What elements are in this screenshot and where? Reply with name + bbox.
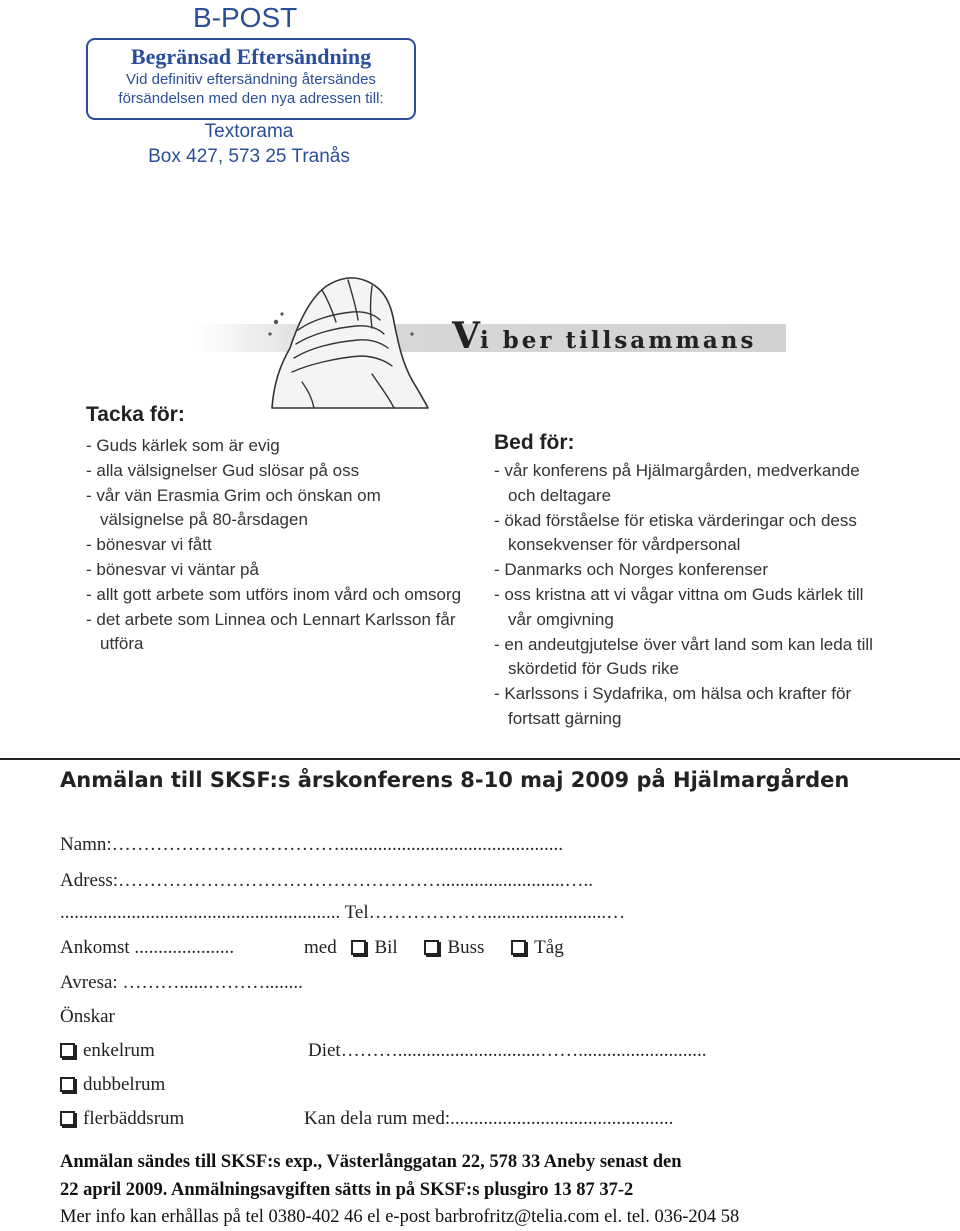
checkbox[interactable] — [351, 940, 366, 955]
list-item: - allt gott arbete som utförs inom vård och omsorg — [86, 583, 466, 608]
thanks-heading: Tacka för: — [86, 403, 185, 426]
checkbox[interactable] — [424, 940, 439, 955]
footer-line-3: Mer info kan erhållas på tel 0380-402 46 el e-post barbrofritz@telia.com el. tel. 036-204 58 — [60, 1207, 740, 1227]
med-label: med — [304, 937, 337, 958]
checkbox[interactable] — [60, 1077, 75, 1092]
list-item: - ökad förståelse för etiska värderingar och dess konsekvenser för vårdpersonal — [494, 509, 879, 559]
list-item: - en andeutgjutelse över vårt land som kan leda till skördetid för Guds rike — [494, 633, 879, 683]
list-item: - bönesvar vi väntar på — [86, 558, 466, 583]
list-item: - vår vän Erasmia Grim och önskan om välsignelse på 80-årsdagen — [86, 484, 466, 534]
form-title: Anmälan till SKSF:s årskonferens 8-10 maj 2009 på Hjälmargården — [60, 768, 850, 792]
thanks-list — [86, 434, 466, 657]
return-name: Textorama — [204, 121, 294, 142]
list-item: - Karlssons i Sydafrika, om hälsa och krafter för fortsatt gärning — [494, 682, 879, 732]
banner-title-initial: V — [452, 315, 480, 357]
banner-title — [452, 315, 756, 357]
list-item: - Guds kärlek som är evig — [86, 434, 466, 459]
forwarding-stamp — [86, 38, 416, 120]
arrival-field[interactable]: Ankomst ..................... — [60, 937, 235, 958]
transport-option-tag[interactable]: Tåg — [511, 937, 564, 958]
banner-title-rest: i ber tillsammans — [479, 327, 757, 354]
footer-line-1: Anmälan sändes till SKSF:s exp., Västerlånggatan 22, 578 33 Aneby senast den — [60, 1152, 682, 1172]
bpost-label: B-POST — [193, 2, 298, 33]
prayer-column — [494, 431, 879, 732]
transport-option-bil[interactable]: Bil — [351, 937, 397, 958]
prayer-heading: Bed för: — [494, 431, 575, 454]
stamp-line-1: Vid definitiv eftersändning återsändes — [126, 71, 376, 88]
departure-field[interactable]: Avresa: ………......………........ — [60, 972, 303, 993]
prayer-list — [494, 459, 879, 732]
praying-hands-illustration — [252, 270, 432, 410]
room-option-multi[interactable]: flerbäddsrum — [60, 1108, 184, 1130]
address-field[interactable]: Adress:……………………………………………..........................….. — [60, 870, 594, 891]
list-item: - alla välsignelser Gud slösar på oss — [86, 459, 466, 484]
transport-group — [304, 937, 564, 959]
stamp-title: Begränsad Eftersändning — [130, 44, 372, 69]
wishes-label: Önskar — [60, 1006, 115, 1027]
list-item: - bönesvar vi fått — [86, 533, 466, 558]
room-option-double[interactable]: dubbelrum — [60, 1074, 165, 1096]
list-item: - det arbete som Linnea och Lennart Karlsson får utföra — [86, 608, 466, 658]
thanks-column — [86, 403, 466, 657]
transport-option-buss[interactable]: Buss — [424, 937, 484, 958]
list-item: - Danmarks och Norges konferenser — [494, 558, 879, 583]
checkbox[interactable] — [60, 1111, 75, 1126]
room-option-single[interactable]: enkelrum — [60, 1040, 155, 1062]
section-divider — [0, 758, 960, 760]
address-tel-field[interactable]: ........................................................... Tel………………..........................… — [60, 902, 626, 923]
return-address: Box 427, 573 25 Tranås — [148, 146, 350, 167]
footer-line-2: 22 april 2009. Anmälningsavgiften sätts in på SKSF:s plusgiro 13 87 37-2 — [60, 1180, 634, 1200]
stamp-line-2: försändelsen med den nya adressen till: — [118, 90, 384, 107]
checkbox[interactable] — [511, 940, 526, 955]
list-item: - vår konferens på Hjälmargården, medverkande och deltagare — [494, 459, 879, 509]
list-item: - oss kristna att vi vågar vittna om Guds kärlek till vår omgivning — [494, 583, 879, 633]
diet-field[interactable]: Diet………..............................……........................... — [308, 1040, 707, 1061]
name-field[interactable]: Namn:………………………………............................................... — [60, 834, 563, 855]
checkbox[interactable] — [60, 1043, 75, 1058]
share-room-field[interactable]: Kan dela rum med:............................................... — [304, 1108, 674, 1129]
